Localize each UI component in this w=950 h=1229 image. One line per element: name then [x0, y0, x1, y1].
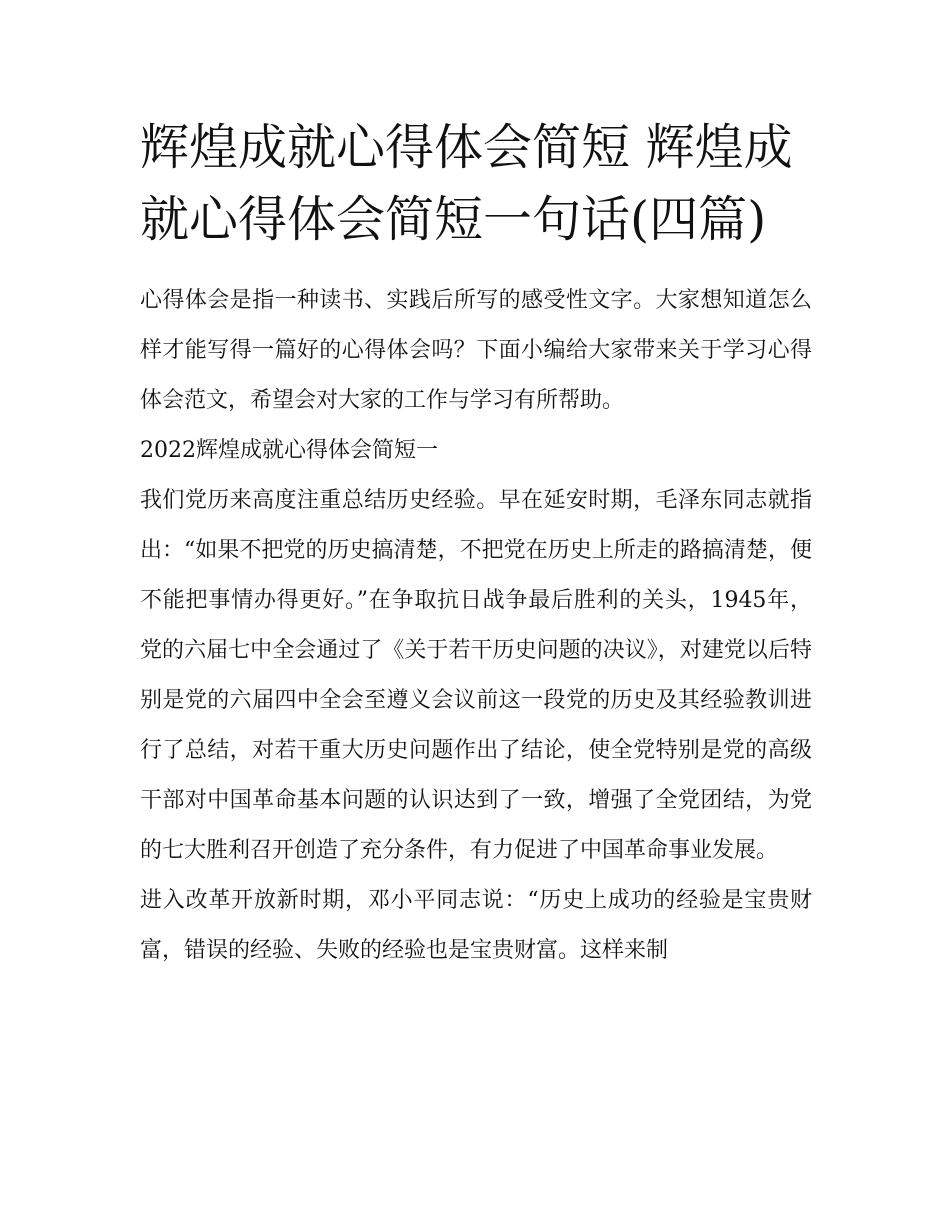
section-heading: 2022辉煌成就心得体会简短一: [140, 438, 438, 463]
document-page: [140, 112, 812, 976]
body-paragraph-1: 我们党历来高度注重总结历史经验。早在延安时期，毛泽东同志就指出：“如果不把党的历史搞清楚，不把党在历史上所走的路搞清楚，便不能把事情办得更好。”在争取抗日战争最后胜利的关头，1945年，党的六届七中全会通过了《关于若干历史问题的决议》，对建党以后特别是党的六届四中全会至遵义会议前这一段党的历史及其经验教训进行了总结，对若干重大历史问题作出了结论，使全党特别是党的高级干部对中国革命基本问题的认识达到了一致，增强了全党团结，为党的七大胜利召开创造了充分条件，有力促进了中国革命事业发展。: [140, 488, 812, 863]
intro-paragraph: 心得体会是指一种读书、实践后所写的感受性文字。大家想知道怎么样才能写得一篇好的心得体会吗？下面小编给大家带来关于学习心得体会范文，希望会对大家的工作与学习有所帮助。: [140, 288, 812, 413]
body-paragraph-2: 进入改革开放新时期，邓小平同志说：“历史上成功的经验是宝贵财富，错误的经验、失败的经验也是宝贵财富。这样来制: [140, 888, 812, 963]
document-title: 辉煌成就心得体会简短 辉煌成就心得体会简短一句话(四篇): [140, 119, 793, 248]
